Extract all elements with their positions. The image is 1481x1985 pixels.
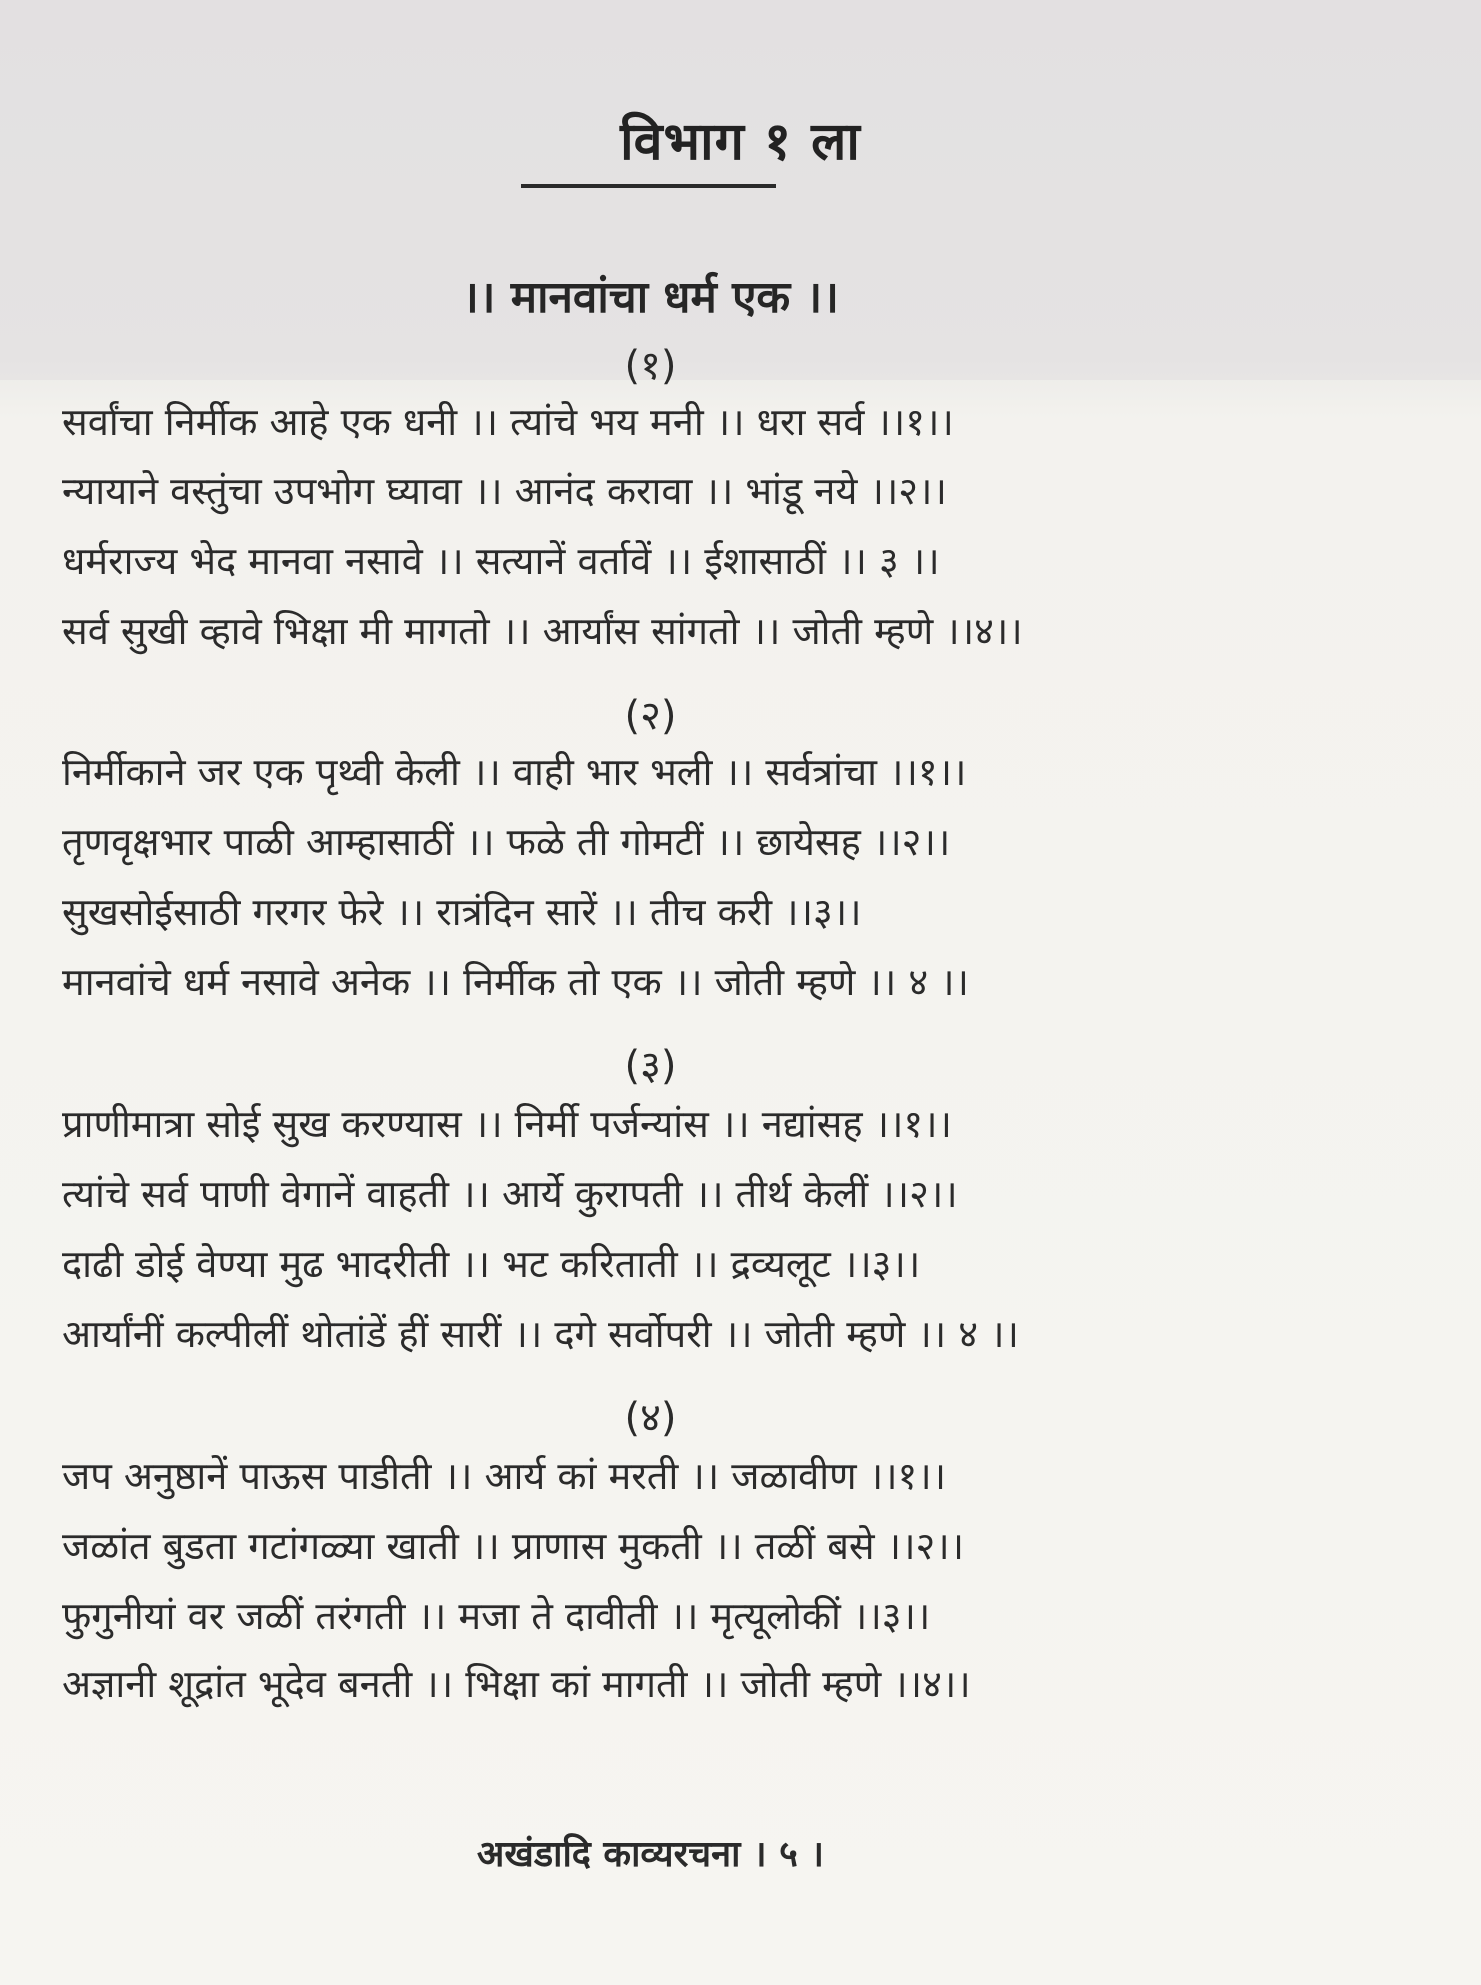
stanza-number: (२) xyxy=(624,693,677,739)
verse-line: निर्मीकाने जर एक पृथ्वी केली ।। वाही भार भली ।। सर्वत्रांचा ।।१।। xyxy=(62,750,967,794)
stanza-number: (४) xyxy=(624,1395,677,1441)
verse-line: आर्यांनीं कल्पीलीं थोतांडें हीं सारीं ।। दगे सर्वोपरी ।। जोती म्हणे ।। ४ ।। xyxy=(62,1312,1019,1356)
page-footer: अखंडादि काव्यरचना । ५ । xyxy=(476,1834,825,1875)
verse-line: धर्मराज्य भेद मानवा नसावे ।। सत्यानें वर्तावें ।। ईशासाठीं ।। ३ ।। xyxy=(62,539,940,583)
stanza-number: (१) xyxy=(624,343,677,389)
verse-line: जप अनुष्ठानें पाऊस पाडीती ।। आर्य कां मरती ।। जळावीण ।।१।। xyxy=(62,1454,947,1498)
verse-line: दाढी डोई वेण्या मुढ भादरीती ।। भट करिताती ।। द्रव्यलूट ।।३।। xyxy=(62,1242,921,1286)
verse-line: जळांत बुडता गटांगळ्या खाती ।। प्राणास मुकती ।। तळीं बसे ।।२।। xyxy=(62,1524,965,1568)
verse-line: तृणवृक्षभार पाळी आम्हासाठीं ।। फळे ती गोमटीं ।। छायेसह ।।२।। xyxy=(62,820,951,864)
poem-title: ।। मानवांचा धर्म एक ।। xyxy=(462,272,839,323)
section-heading xyxy=(0,104,1481,175)
heading-underline xyxy=(521,184,776,188)
verse-line: सर्व सुखी व्हावे भिक्षा मी मागतो ।। आर्यांस सांगतो ।। जोती म्हणे ।।४।। xyxy=(62,609,1023,653)
stanza-number: (३) xyxy=(624,1043,677,1089)
verse-line: त्यांचे सर्व पाणी वेगानें वाहती ।। आर्ये कुरापती ।। तीर्थ केलीं ।।२।। xyxy=(62,1172,958,1216)
verse-line: सुखसोईसाठी गरगर फेरे ।। रात्रंदिन सारें ।। तीच करी ।।३।। xyxy=(62,890,862,934)
verse-line: मानवांचे धर्म नसावे अनेक ।। निर्मीक तो एक ।। जोती म्हणे ।। ४ ।। xyxy=(62,960,969,1004)
verse-line: प्राणीमात्रा सोई सुख करण्यास ।। निर्मी पर्जन्यांस ।। नद्यांसह ।।१।। xyxy=(62,1102,952,1146)
verse-line: सर्वांचा निर्मीक आहे एक धनी ।। त्यांचे भय मनी ।। धरा सर्व ।।१।। xyxy=(62,400,954,444)
verse-line: न्यायाने वस्तुंचा उपभोग घ्यावा ।। आनंद करावा ।। भांडू नये ।।२।। xyxy=(62,469,947,513)
verse-line: फुगुनीयां वर जळीं तरंगती ।। मजा ते दावीती ।। मृत्यूलोकीं ।।३।। xyxy=(62,1594,931,1638)
verse-line: अज्ञानी शूद्रांत भूदेव बनती ।। भिक्षा कां मागती ।। जोती म्हणे ।।४।। xyxy=(62,1662,971,1706)
section-heading-text: विभाग १ ला xyxy=(620,112,861,172)
